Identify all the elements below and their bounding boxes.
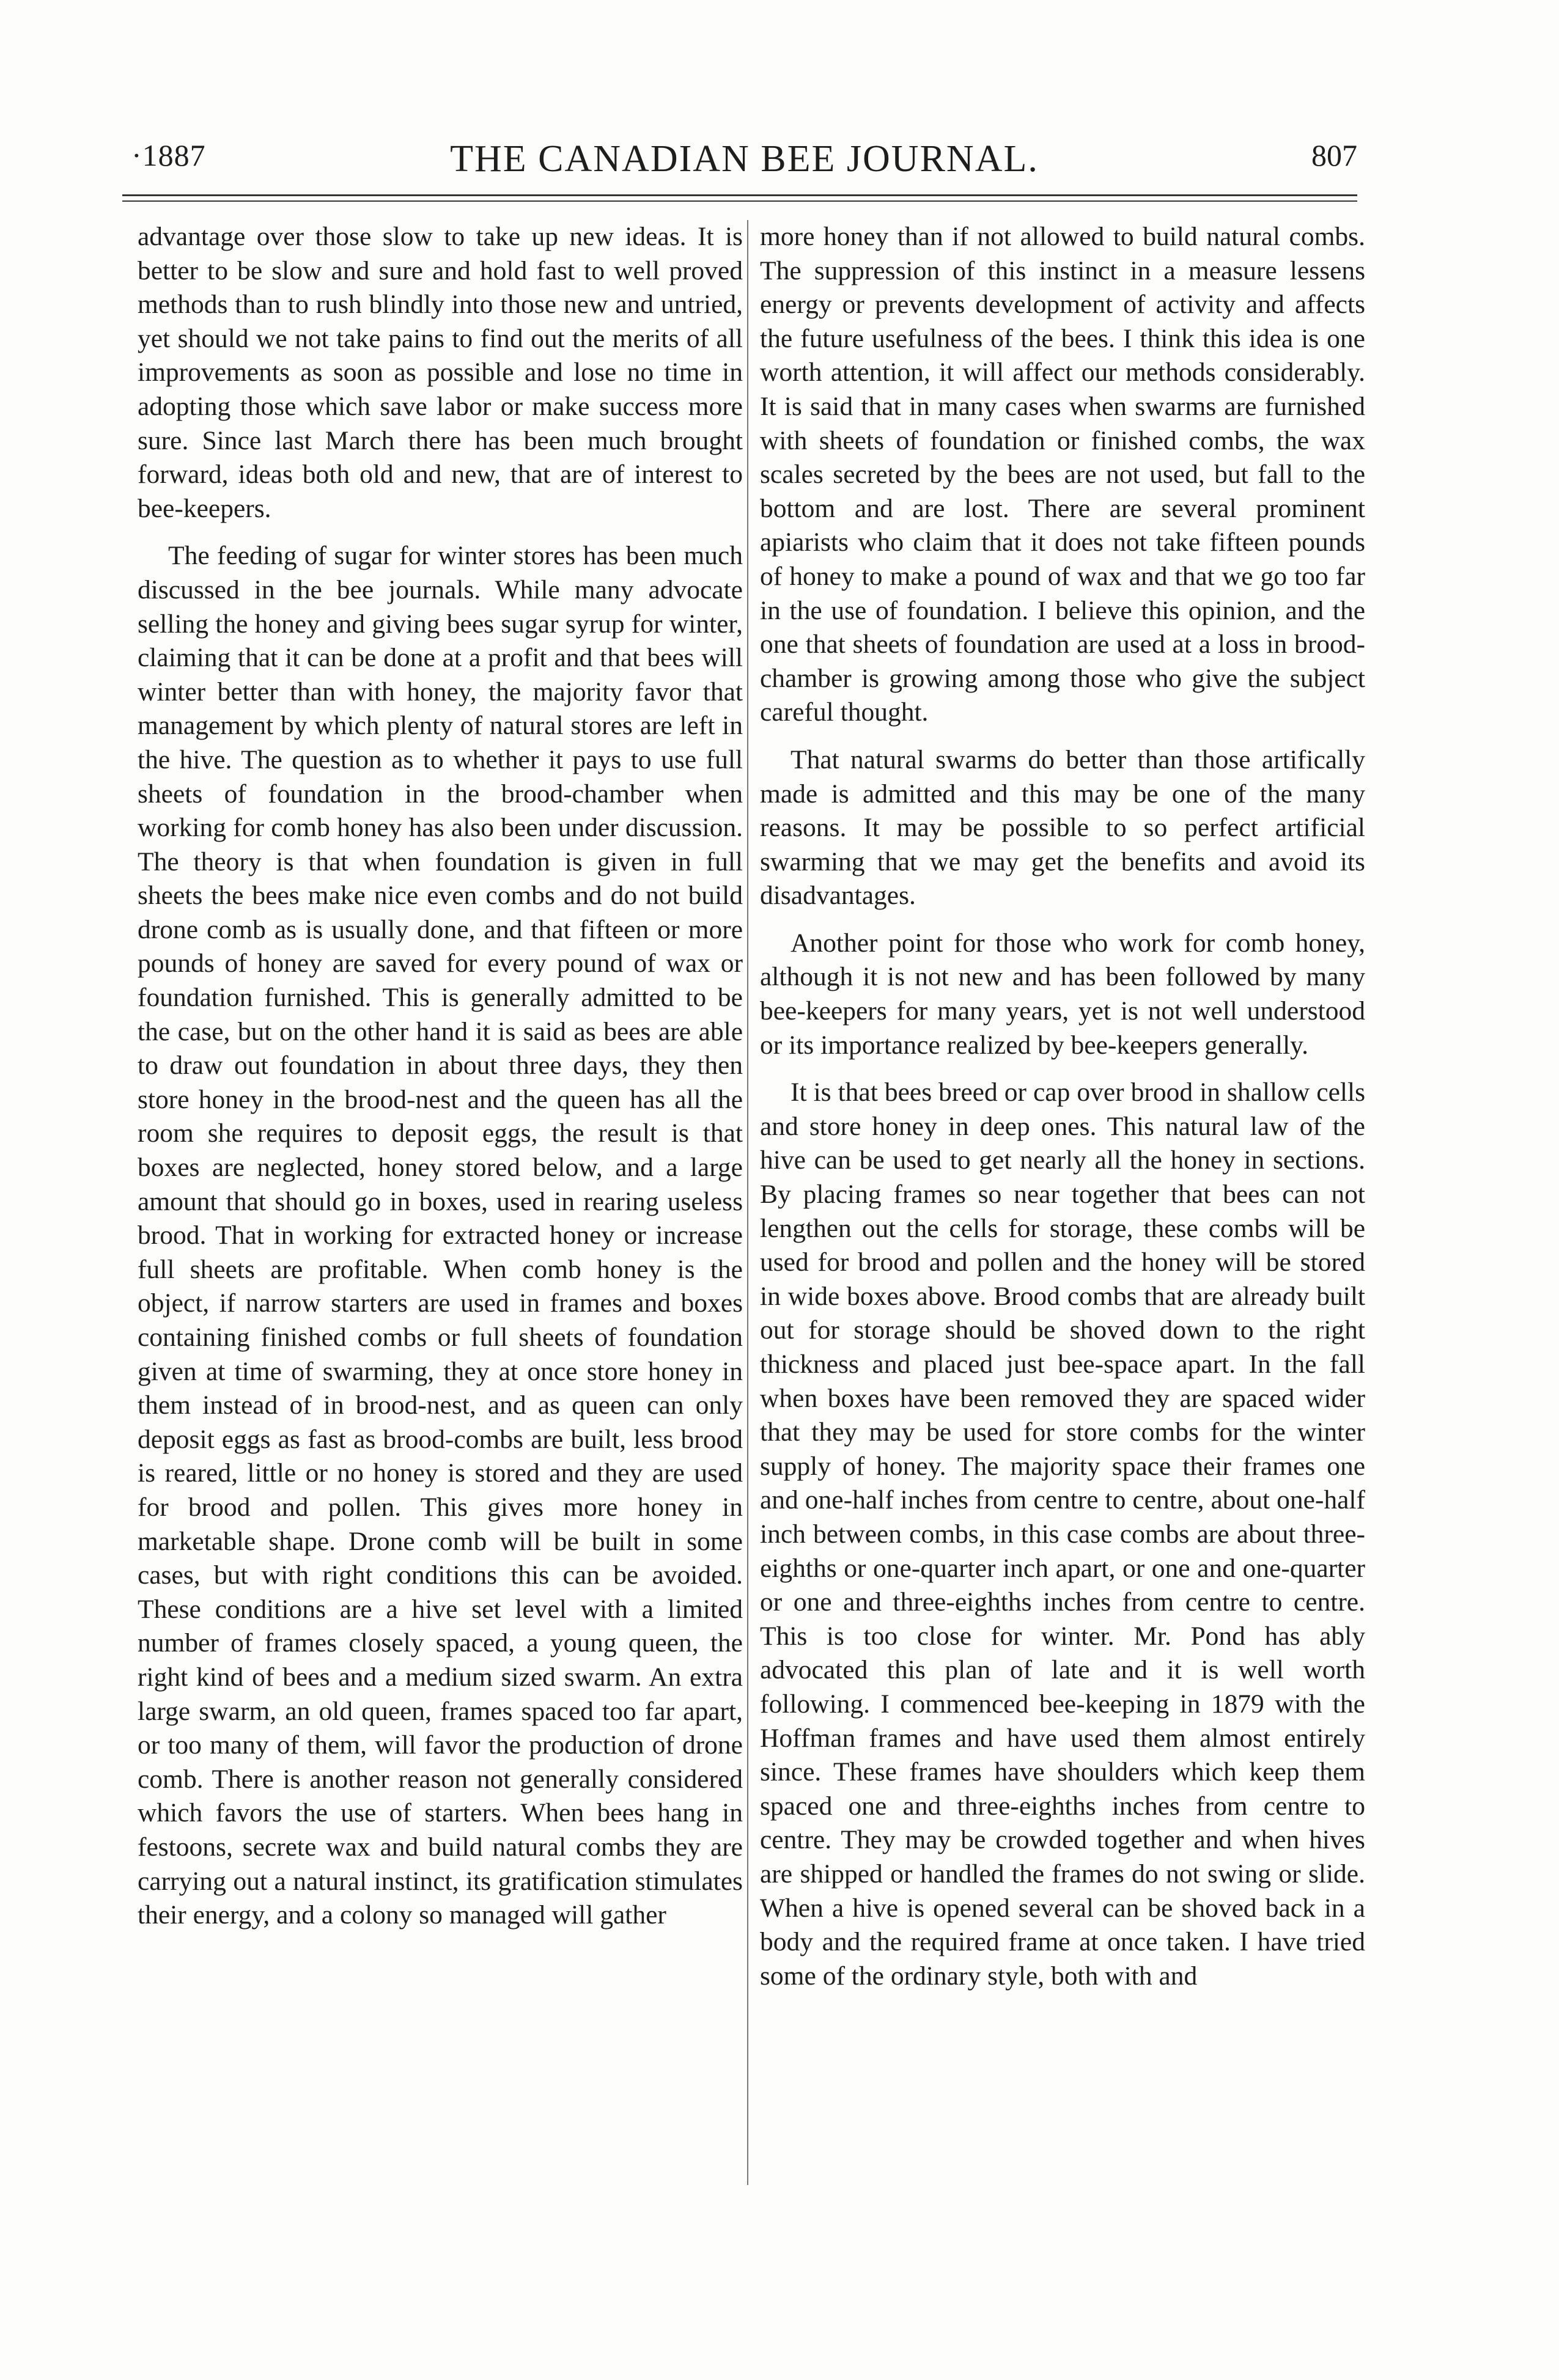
paragraph: more honey than if not allowed to build natural combs. The suppression of this instinct in a measure lessens energy or prevents development of activity and affects the future usefulness of the bees. I think this idea is one worth attention, it will affect our methods considerably. It is said that in many cases when swarms are furnished with sheets of foundation or finished combs, the wax scales secreted by the bees are not used, but fall to the bottom and are lost. There are several prominent apiarists who claim that it does not take fifteen pounds of honey to make a pound of wax and that we go too far in the use of foundation. I believe this opinion, and the one that sheets of foundation are used at a loss in brood-chamber is growing among those who give the subject careful thought.	[760, 222, 1365, 727]
page-number: 807	[1311, 138, 1357, 172]
header-year: ·1887	[131, 138, 206, 172]
paragraph: That natural swarms do better than those artifically made is admitted and this may be one of the many reasons. It may be possible to so perfect artificial swarming that we may get the benefits and avoid its disadvantages.	[760, 744, 1365, 911]
page-header	[131, 138, 1357, 193]
header-rule-thin	[122, 200, 1357, 202]
column-divider	[747, 220, 748, 2185]
paragraph: Another point for those who work for comb honey, although it is not new and has been followed by many bee-keepers for many years, yet is not well understood or its importance realized by bee-keepers generally.	[760, 928, 1365, 1060]
paragraph: advantage over those slow to take up new ideas. It is better to be slow and sure and hold fast to well proved methods than to rush blindly into those new and untried, yet should we not take pains to find out the merits of all improvements as soon as possible and lose no time in adopting those which save labor or make success more sure. Since last March there has been much brought forward, ideas both old and new, that are of interest to bee-keepers.	[138, 222, 743, 523]
right-column	[760, 220, 1365, 2298]
header-rule-thick	[122, 194, 1357, 196]
left-column	[138, 220, 743, 2298]
journal-title: THE CANADIAN BEE JOURNAL.	[450, 138, 1039, 180]
paragraph: The feeding of sugar for winter stores has been much discussed in the bee journals. While many advocate selling the honey and giving bees sugar syrup for winter, claiming that it can be done at a profit and that bees will winter better than with honey, the majority favor that management by which plenty of natural stores are left in the hive. The question as to whether it pays to use full sheets of foundation in the brood-chamber when working for comb honey has also been under discussion. The theory is that when foundation is given in full sheets the bees make nice even combs and do not build drone comb as is usually done, and that fifteen or more pounds of honey are saved for every pound of wax or foundation furnished. This is generally admitted to be the case, but on the other hand it is said as bees are able to draw out foundation in about three days, they then store honey in the brood-nest and the queen has all the room she requires to deposit eggs, the result is that boxes are neglected, honey stored below, and a large amount that should go in boxes, used in rearing useless brood. That in working for extracted honey or increase full sheets are profitable. When comb honey is the object, if narrow starters are used in frames and boxes containing finished combs or full sheets of foundation given at time of swarming, they at once store honey in them instead of in brood-nest, and as queen can only deposit eggs as fast as brood-combs are built, less brood is reared, little or no honey is stored and they are used for brood and pollen. This gives more honey in marketable shape. Drone comb will be built in some cases, but with right conditions this can be avoided. These conditions are a hive set level with a limited number of frames closely spaced, a young queen, the right kind of bees and a medium sized swarm. An extra large swarm, an old queen, frames spaced too far apart, or too many of them, will favor the production of drone comb. There is another reason not generally considered which favors the use of starters. When bees hang in festoons, secrete wax and build natural combs they are carrying out a natural instinct, its gratification stimulates their energy, and a colony so managed will gather	[138, 541, 743, 1930]
paragraph: It is that bees breed or cap over brood in shallow cells and store honey in deep ones. This natural law of the hive can be used to get nearly all the honey in sections. By placing frames so near together that bees can not lengthen out the cells for storage, these combs will be used for brood and pollen and the honey will be stored in wide boxes above. Brood combs that are already built out for storage should be shoved down to the right thickness and placed just bee-space apart. In the fall when boxes have been removed they are spaced wider that they may be used for store combs for the winter supply of honey. The majority space their frames one and one-half inches from centre to centre, about one-half inch between combs, in this case combs are about three-eighths or one-quarter inch apart, or one and one-quarter or one and three-eighths inches from centre to centre. This is too close for winter. Mr. Pond has ably advocated this plan of late and it is well worth following. I commenced bee-keeping in 1879 with the Hoffman frames and have used them almost entirely since. These frames have shoulders which keep them spaced one and three-eighths inches from centre to centre. They may be crowded together and when hives are shipped or handled the frames do not swing or slide. When a hive is opened several can be shoved back in a body and the required frame at once taken. I have tried some of the ordinary style, both with and	[760, 1078, 1365, 1991]
